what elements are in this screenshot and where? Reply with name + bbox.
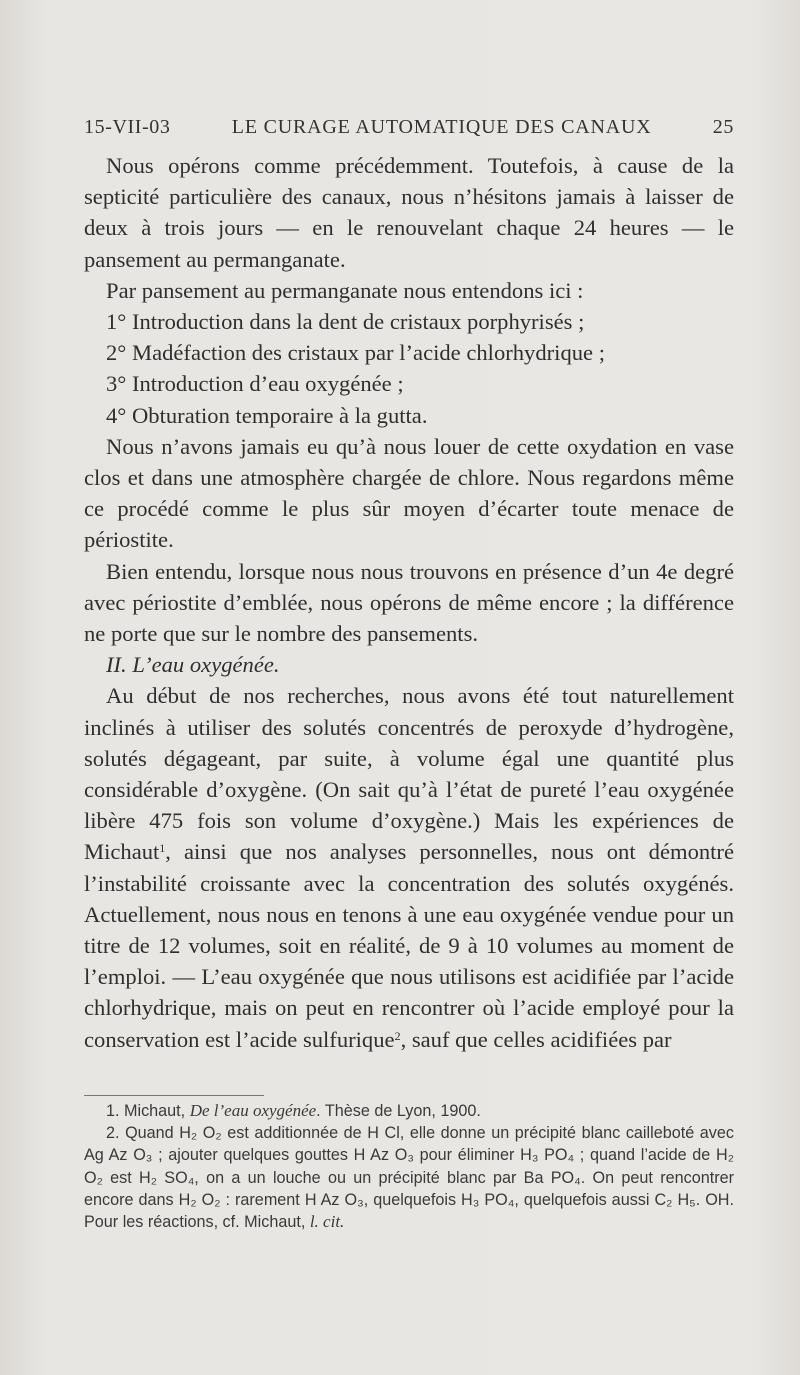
paragraph-text: Au début de nos recherches, nous avons été tout naturellement inclinés à utiliser des solutés concentrés de peroxyde d’hydrogène, solutés dégageant, par suite, à volume égal une quantité plus considérable d’oxygène. (On sait qu’à l’état de pureté l’eau oxygénée libère 475 fois son volume d’oxygène.) Mais les expériences de Michaut xyxy=(84,683,734,865)
running-header xyxy=(84,116,734,142)
list-item: 1° Introduction dans la dent de cristaux porphyrisés ; xyxy=(106,309,585,335)
paragraph xyxy=(84,680,734,1054)
footnote-text: 1. Michaut, xyxy=(106,1102,190,1120)
footnote-title: De l’eau oxygénée xyxy=(189,1101,317,1120)
page-number: 25 xyxy=(712,116,734,138)
paragraph: Par pansement au permanganate nous entendons ici : xyxy=(106,277,584,303)
paragraph: Bien entendu, lorsque nous nous trouvons en présence d’un 4e degré avec périostite d’emblée, nous opérons de même encore ; la différence ne porte que sur le nombre des pansements. xyxy=(84,558,734,647)
footnote-citation: l. cit. xyxy=(309,1212,345,1232)
footnote xyxy=(84,1100,734,1122)
paragraph: Nous n’avons jamais eu qu’à nous louer de cette oxydation en vase clos et dans une atmosphère chargée de chlore. Nous regardons même ce procédé comme le plus sûr moyen d’écarter toute menace de périostite. xyxy=(84,433,734,553)
list-item: 2° Madéfaction des cristaux par l’acide chlorhydrique ; xyxy=(106,340,606,366)
footnote-mark: 2 xyxy=(394,1028,401,1043)
list-item: 3° Introduction d’eau oxygénée ; xyxy=(106,371,404,397)
footnote-divider xyxy=(84,1095,264,1096)
footnote xyxy=(84,1122,734,1233)
header-date: 15-VII-03 xyxy=(84,116,171,138)
footnote-text: . Thèse de Lyon, 1900. xyxy=(316,1102,481,1120)
list-item: 4° Obturation temporaire à la gutta. xyxy=(106,402,428,428)
footnotes xyxy=(84,1100,734,1233)
header-title: LE CURAGE AUTOMATIQUE DES CANAUX xyxy=(231,116,652,138)
footnote-mark: 1 xyxy=(159,841,166,856)
section-heading: II. L’eau oxygénée. xyxy=(106,652,280,678)
main-text xyxy=(84,150,734,1055)
paragraph-text: , ainsi que nos analyses personnelles, nous ont démontré l’instabilité croissante avec la concentration des solutés oxygénés. Actuellement, nous nous en tenons à une eau oxygénée vendue pour un titre de 12 volumes, soit en réalité, de 9 à 10 volumes au moment de l’emploi. — L’eau oxygénée que nous utilisons est acidifiée par l’acide chlorhydrique, mais on peut en rencontrer où l’acide employé pour la conservation est l’acide sulfurique xyxy=(84,839,734,1052)
paragraph: Nous opérons comme précédemment. Toutefois, à cause de la septicité particulière des canaux, nous n’hésitons jamais à laisser de deux à trois jours — en le renouvelant chaque 24 heures — le pansement au permanganate. xyxy=(84,153,734,272)
footnote-text: 2. Quand H₂ O₂ est additionnée de H Cl, elle donne un précipité blanc cailleboté avec Ag Az O₃ ; ajouter quelques gouttes H Az O₃ pour éliminer H₃ PO₄ ; quand l’acide de H₂ O₂ est H₂ SO₄, on a un louche ou un précipité blanc par Ba PO₄. On peut rencontrer encore dans H₂ O₂ : rarement H Az O₃, quelquefois H₃ PO₄, quelquefois aussi C₂ H₅. OH. Pour les réactions, cf. Michaut, xyxy=(84,1124,734,1232)
paragraph-text: , sauf que celles acidifiées par xyxy=(400,1026,672,1052)
